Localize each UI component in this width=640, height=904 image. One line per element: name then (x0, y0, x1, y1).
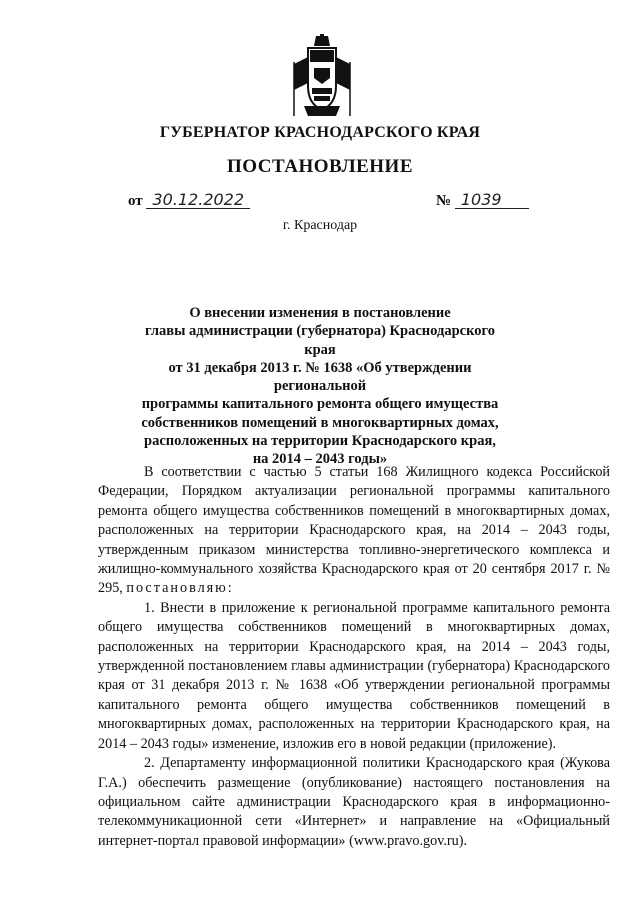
heading-line: на 2014 – 2043 годы» (252, 451, 388, 468)
number-value: 1039 (455, 192, 529, 209)
number-block (436, 192, 529, 210)
date-block (128, 192, 250, 210)
heading-line: главы администрации (губернатора) Краснодарского края (145, 323, 495, 358)
heading-line: программы капитального ремонта общего имущества (141, 396, 499, 413)
org-title: ГУБЕРНАТОР КРАСНОДАРСКОГО КРАЯ (159, 124, 481, 141)
item-1-paragraph: 1. Внести в приложение к региональной программе капитального ремонта общего имущества собственников помещений в многоквартирных домах, расположенных на территории Краснодарского края, на 2014 – 2043 годы, утвержденной постановлением главы администрации (губернатора) Краснодарского края от 31 декабря 2013 г. № 1638 «Об утверждении региональной программы капитального ремонта общего имущества собственников помещений в многоквартирных домах, расположенных на территории Краснодарского края, на 2014 – 2043 годы» изменение, изложив его в новой редакции (приложение). (98, 599, 610, 752)
document-heading (130, 304, 510, 469)
document-body (98, 463, 610, 851)
intro-text: В соответствии с частью 5 статьи 168 Жилищного кодекса Российской Федерации, Порядком актуализации региональной программы капитального ремонта общего имущества собственников помещений в многоквартирных домах, расположенных на территории Краснодарского края, на 2014 – 2043 годы, утвержденным приказом министерства топливно-энергетического комплекса и жилищно-коммунального хозяйства Краснодарского края от 20 сентября 2017 г. № 295, (98, 464, 610, 597)
decree-word: постановляю: (126, 580, 234, 597)
number-prefix: № (436, 193, 452, 209)
heading-line: собственников помещений в многоквартирных домах, (141, 414, 499, 431)
intro-paragraph (98, 463, 610, 599)
heading-line: О внесении изменения в постановление (189, 305, 451, 321)
date-prefix: от (128, 193, 143, 209)
city-line: г. Краснодар (282, 218, 358, 233)
item-2-paragraph: 2. Департаменту информационной политики Краснодарского края (Жукова Г.А.) обеспечить размещение (опубликование) настоящего постановления на официальном сайте администрации Краснодарского края в информационно-телекоммуникационной сети «Интернет» и направление на «Официальный интернет-портал правовой информации» (www.pravo.gov.ru). (98, 755, 610, 849)
krasnodar-coat-of-arms-icon (290, 34, 354, 120)
heading-line: расположенных на территории Краснодарского края, (144, 433, 496, 450)
heading-line: от 31 декабря 2013 г. № 1638 «Об утверждении региональной (168, 359, 472, 395)
date-value: 30.12.2022 (146, 192, 250, 209)
doc-type-title: ПОСТАНОВЛЕНИЕ (226, 156, 414, 177)
